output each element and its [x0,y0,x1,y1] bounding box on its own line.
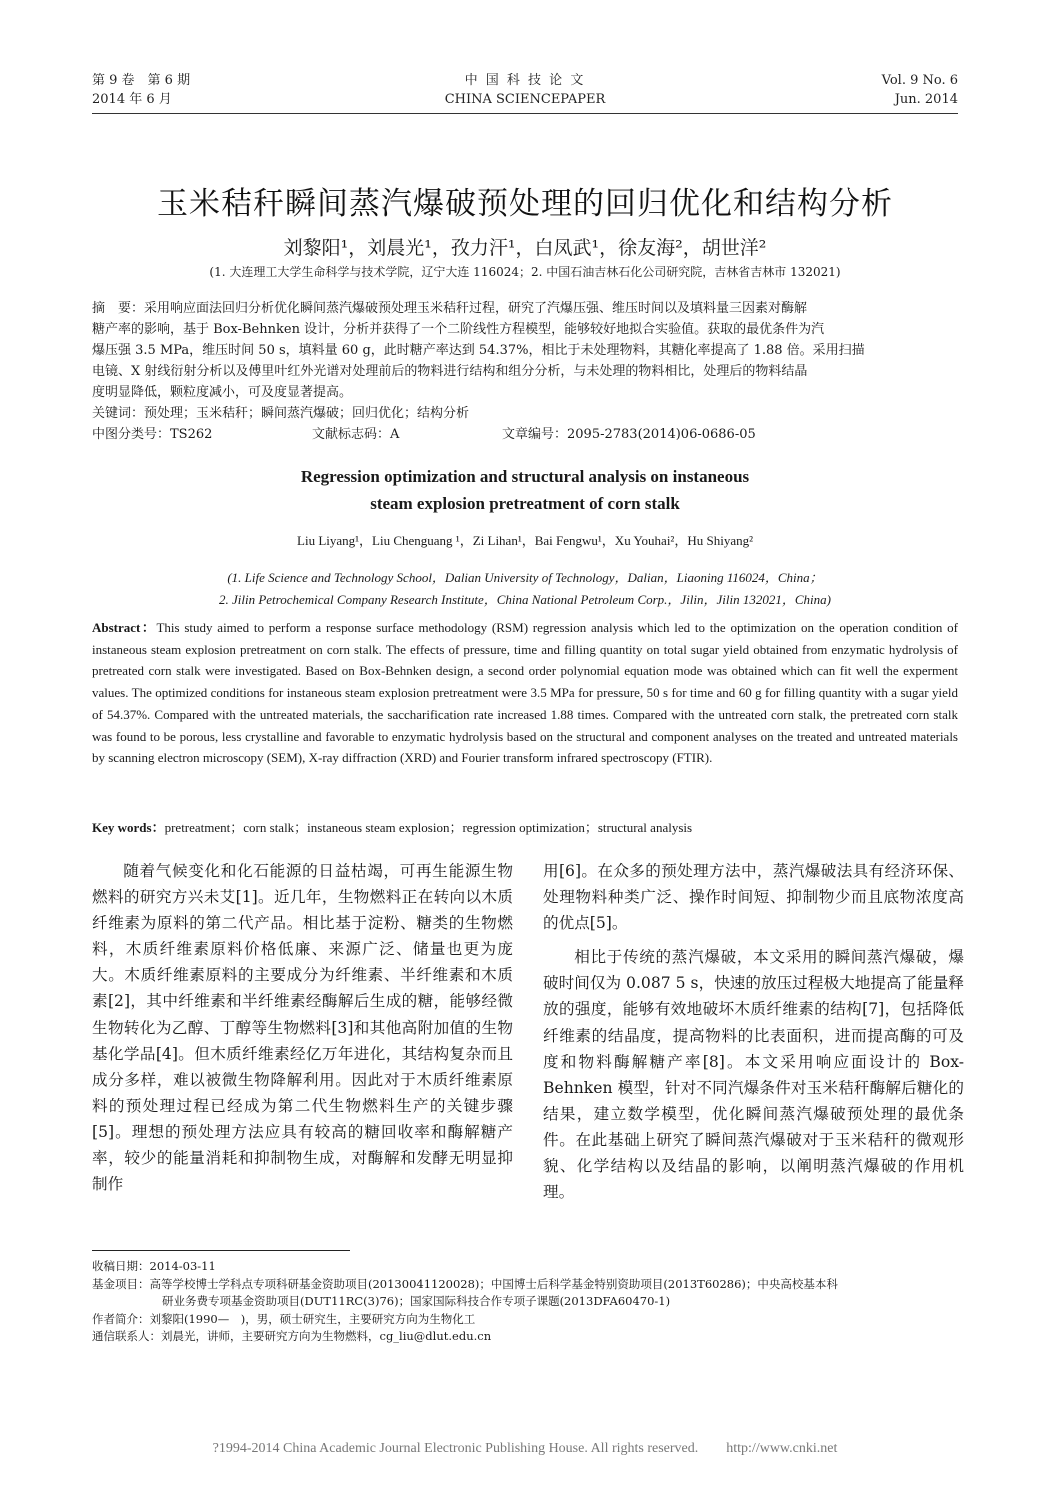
keywords-cn-label: 关键词： [92,406,145,421]
body-right-column [543,858,964,1205]
date-en: Jun. 2014 [894,92,958,107]
article-number: 文章编号：2095-2783(2014)06-0686-05 [502,427,756,442]
keywords-cn-text: 预处理；玉米秸秆；瞬间蒸汽爆破；回归优化；结构分析 [144,406,470,421]
paper-title-en [0,463,1050,517]
keywords-en [92,817,958,836]
abstract-en [92,617,958,769]
affiliation-en [0,567,1050,611]
clc-code: 中图分类号：TS262 [92,427,213,442]
abstract-cn-line: 爆压强 3.5 MPa，维压时间 50 s，填料量 60 g，此时糖产率达到 54.37%，相比于未处理物料，其糖化率提高了 1.88 倍。采用扫描 [92,343,865,358]
document-code: 文献标志码：A [312,427,400,442]
abstract-cn-line: 糖产率的影响，基于 Box-Behnken 设计，分析并获得了一个二阶线性方程模型，能够较好地拟合实验值。获取的最优条件为汽 [92,322,825,337]
keywords-en-label: Key words： [92,820,165,835]
abstract-cn-label: 摘 要： [92,301,145,316]
affiliation-en-line2: 2. Jilin Petrochemical Company Research Institute，China National Petroleum Corp.，Jilin，Jilin 132021，China) [218,592,831,607]
body-left-column [92,858,513,1197]
classification-row [92,424,958,445]
volume-issue-cn: 第 9 卷 第 6 期 [92,73,191,88]
abstract-cn-line: 采用响应面法回归分析优化瞬间蒸汽爆破预处理玉米秸秆过程，研究了汽爆压强、维压时间以及填料量三因素对酶解 [144,301,808,316]
journal-name-cn: 中 国 科 技 论 文 [464,73,586,88]
date-cn: 2014 年 6 月 [92,92,172,107]
paper-title-en-line2: steam explosion pretreatment of corn stalk [370,494,680,513]
keywords-cn [92,403,958,424]
contact-info: 通信联系人：刘晨光，讲师，主要研究方向为生物燃料，cg_liu@dlut.edu.cn [92,1329,492,1343]
abstract-cn-line: 度明显降低，颗粒度减小，可及度显著提高。 [92,385,353,400]
footnotes [92,1258,958,1346]
fund-info-cont: 研业务费专项基金资助项目(DUT11RC(3)76)；国家国际科技合作专项子课题(2013DFA60470-1) [162,1294,671,1308]
abstract-cn-line: 电镜、X 射线衍射分析以及傅里叶红外光谱对处理前后的物料进行结构和组分分析，与未处理的物料相比，处理后的物料结晶 [92,364,808,379]
footnote-rule [92,1250,350,1251]
paper-title-cn: 玉米秸秆瞬间蒸汽爆破预处理的回归优化和结构分析 [157,186,893,222]
authors-cn: 刘黎阳¹，刘晨光¹，孜力汗¹，白凤武¹，徐友海²，胡世洋² [283,237,767,259]
body-paragraph: 用[6]。在众多的预处理方法中，蒸汽爆破法具有经济环保、处理物料种类广泛、操作时间短、抑制物少而且底物浓度高的优点[5]。 [543,862,964,933]
fund-info: 基金项目：高等学校博士学科点专项科研基金资助项目(20130041120028)；中国博士后科学基金特别资助项目(2013T60286)；中央高校基本科 [92,1276,838,1291]
volume-issue-en: Vol. 9 No. 6 [881,73,958,88]
body-paragraph: 随着气候变化和化石能源的日益枯竭，可再生能源生物燃料的研究方兴未艾[1]。近几年，生物燃料正在转向以木质纤维素为原料的第二代产品。相比基于淀粉、糖类的生物燃料，木质纤维素原料价格低廉、来源广泛、储量也更为庞大。木质纤维素原料的主要成分为纤维素、半纤维素和木质素[2]，其中纤维素和半纤维素经酶解后生成的糖，能够经微生物转化为乙醇、丁醇等生物燃料[3]和其他高附加值的生物基化学品[4]。但木质纤维素经亿万年进化，其结构复杂而且成分多样，难以被微生物降解利用。因此对于木质纤维素原料的预处理过程已经成为第二代生物燃料生产的关键步骤[5]。理想的预处理方法应具有较高的糖回收率和酶解糖产率，较少的能量消耗和抑制物生成，对酶解和发酵无明显抑制作 [92,862,513,1194]
copyright-footer: ?1994-2014 China Academic Journal Electronic Publishing House. All rights reserved. http://www.cnki.net [212,1441,838,1456]
affiliation-cn: (1. 大连理工大学生命科学与技术学院，辽宁大连 116024；2. 中国石油吉林石化公司研究院，吉林省吉林市 132021) [209,265,841,279]
received-date: 收稿日期：2014-03-11 [92,1259,216,1273]
abstract-en-text: This study aimed to perform a response surface methodology (RSM) regression analysis which led to the optimization on the operation condition of instaneous steam explosion pretreatment on corn stalk. The effects of pressure, time and filling quantity on total sugar yield obtained from enzymatic hydrolysis of pretreated corn stalk were investigated. Based on Box-Behnken design, a second order polynomial equation mode was obtained which can fit well the experment values. The optimized conditions for instaneous steam explosion pretreatment were 3.5 MPa for pressure, 50 s for time and 60 g for filling quantity with a sugar yield of 54.37%. Compared with the untreated materials, the saccharification rate increased 1.88 times. Compared with the untreated corn stalk, the pretreated corn stalk was found to be porous, less crystalline and favorable to enzymatic hydrolysis based on the structural and component analyses on the treated and untreated materials by scanning electron microscopy (SEM), X-ray diffraction (XRD) and Fourier transform infrared spectroscopy (FTIR). [92,620,958,766]
abstract-en-label: Abstract： [92,620,157,635]
body-paragraph: 相比于传统的蒸汽爆破，本文采用的瞬间蒸汽爆破，爆破时间仅为 0.087 5 s，快速的放压过程极大地提高了能量释放的强度，能够有效地破坏木质纤维素的结构[7]，包括降低纤维素的结晶度，提高物料的比表面积，进而提高酶的可及度和物料酶解糖产率[8]。本文采用响应面设计的 Box-Behnken 模型，针对不同汽爆条件对玉米秸秆酶解后糖化的结果，建立数学模型，优化瞬间蒸汽爆破预处理的最优条件。在此基础上研究了瞬间蒸汽爆破对于玉米秸秆的微观形貌、化学结构以及结晶的影响，以阐明蒸汽爆破的作用机理。 [543,948,964,1202]
keywords-en-text: pretreatment；corn stalk；instaneous steam explosion；regression optimization；structural analysis [164,820,693,835]
paper-title-en-line1: Regression optimization and structural analysis on instaneous [300,467,750,486]
journal-name-en: CHINA SCIENCEPAPER [444,92,606,107]
affiliation-en-line1: (1. Life Science and Technology School，Dalian University of Technology，Dalian，Liaoning 116024，China； [227,570,823,585]
header-rule [92,113,958,114]
abstract-cn [92,298,958,445]
authors-en: Liu Liyang¹，Liu Chenguang ¹，Zi Lihan¹，Bai Fengwu¹，Xu Youhai²，Hu Shiyang² [297,533,753,548]
author-info: 作者简介：刘黎阳(1990— )，男，硕士研究生，主要研究方向为生物化工 [92,1311,476,1326]
